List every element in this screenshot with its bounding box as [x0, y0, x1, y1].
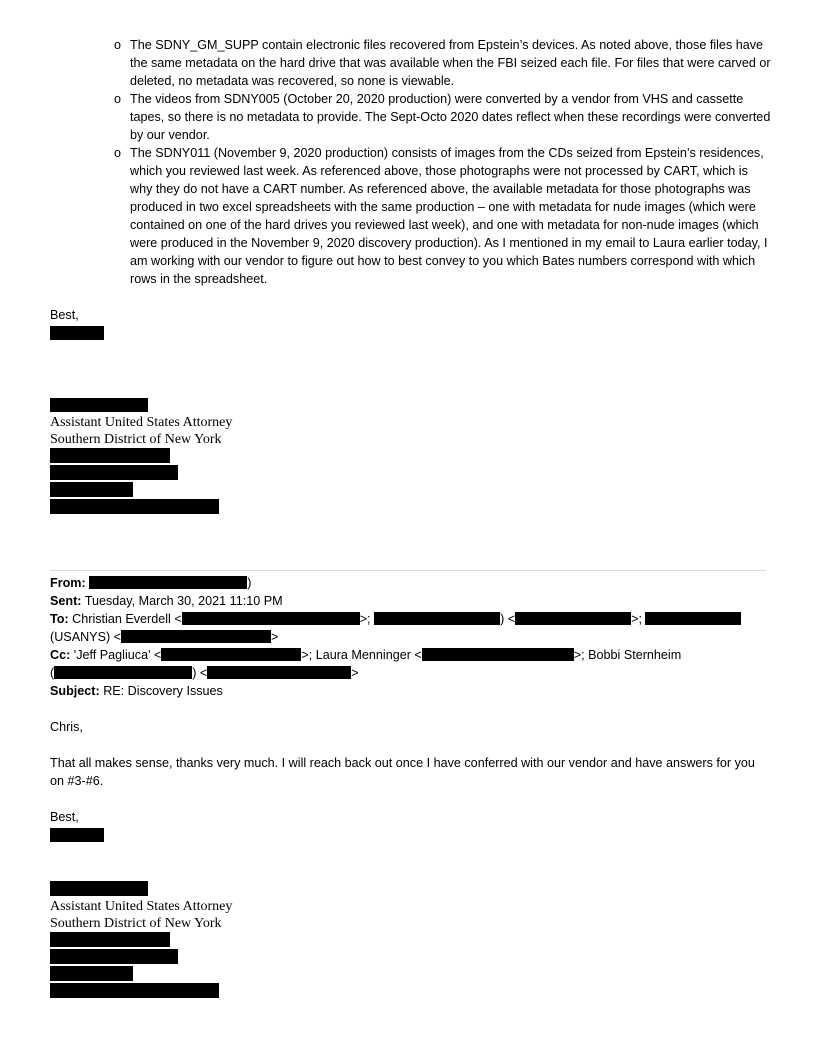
redaction-bar	[50, 966, 133, 981]
redaction-bar	[50, 326, 104, 340]
bullet-text: The videos from SDNY005 (October 20, 2020 production) were converted by a vendor from VHS and cassette tapes, so there is no metadata to provide. The Sept-Octo 2020 dates reflect when these recordings were converted by our vendor.	[130, 92, 771, 142]
subject-line	[50, 682, 223, 700]
sent-value: Tuesday, March 30, 2021 11:10 PM	[84, 594, 283, 608]
to-separator: >;	[359, 612, 375, 626]
redaction-bar	[50, 398, 148, 412]
cc-separator: (	[50, 666, 55, 680]
redaction-bar	[50, 499, 219, 514]
to-label: To:	[50, 612, 69, 626]
redaction-bar	[50, 881, 148, 896]
bullet-item	[112, 36, 772, 90]
redaction-bar	[50, 983, 219, 998]
signature-office: Southern District of New York	[50, 916, 222, 931]
redaction-bar	[422, 648, 574, 661]
bullet-list	[112, 36, 772, 288]
signature-title: Assistant United States Attorney	[50, 415, 233, 430]
redaction-bar	[50, 932, 170, 947]
redaction-bar	[161, 648, 301, 661]
sent-line	[50, 592, 283, 610]
bullet-text: The SDNY011 (November 9, 2020 production) consists of images from the CDs seized from Epstein’s residences, which you reviewed last week. As referenced above, those photographs were not processed by CART, which is why they do not have a CART number. As referenced above, the available metadata for those photographs was produced in two excel spreadsheets with the same production – one with metadata for nude images (which were contained on one of the hard drives you reviewed last week), and one with metadata for non-nude images (which were produced in the November 9, 2020 discovery production). As I mentioned in my email to Laura earlier today, I am working with our vendor to figure out how to best convey to you which Bates numbers correspond with which rows in the spreadsheet.	[130, 146, 768, 286]
redaction-bar	[50, 482, 133, 497]
cc-separator: >	[351, 666, 359, 680]
sent-label: Sent:	[50, 594, 82, 608]
bullet-item	[112, 144, 772, 288]
redaction-bar	[50, 465, 178, 480]
bullet-marker: o	[114, 38, 122, 52]
to-line-continued	[50, 628, 278, 646]
greeting: Chris,	[50, 720, 83, 734]
cc-recipient: >; Laura Menninger <	[301, 648, 422, 662]
from-tail: )	[247, 576, 252, 590]
from-line	[50, 574, 251, 592]
bullet-marker: o	[114, 92, 122, 106]
redaction-bar	[374, 612, 500, 625]
to-separator: >;	[631, 612, 646, 626]
redaction-bar	[89, 576, 247, 589]
subject-value: RE: Discovery Issues	[103, 684, 223, 698]
redaction-bar	[121, 630, 271, 643]
from-label: From:	[50, 576, 86, 590]
cc-label: Cc:	[50, 648, 71, 662]
to-separator: ) <	[500, 612, 516, 626]
redaction-bar	[54, 666, 192, 679]
redaction-bar	[645, 612, 741, 625]
cc-separator: ) <	[192, 666, 208, 680]
signature-office: Southern District of New York	[50, 432, 222, 447]
cc-recipient: 'Jeff Pagliuca' <	[73, 648, 162, 662]
bullet-text: The SDNY_GM_SUPP contain electronic files recovered from Epstein’s devices. As noted above, those files have the same metadata on the hard drive that was available when the FBI seized each file. For files that were carved or deleted, no metadata was recovered, so none is viewable.	[130, 38, 771, 88]
to-line	[50, 610, 741, 628]
subject-label: Subject:	[50, 684, 100, 698]
to-separator: >	[271, 630, 279, 644]
to-recipient: Christian Everdell <	[72, 612, 182, 626]
email-divider	[50, 570, 766, 571]
body-paragraph: That all makes sense, thanks very much. I will reach back out once I have conferred with our vendor and have answers for you on #3-#6.	[50, 756, 755, 788]
cc-line	[50, 646, 681, 664]
sign-off: Best,	[50, 810, 79, 824]
cc-recipient: >; Bobbi Sternheim	[573, 648, 682, 662]
redaction-bar	[50, 828, 104, 842]
redaction-bar	[515, 612, 631, 625]
to-org: (USANYS) <	[50, 630, 122, 644]
cc-line-continued	[50, 664, 359, 682]
redaction-bar	[182, 612, 360, 625]
redaction-bar	[50, 949, 178, 964]
bullet-marker: o	[114, 146, 122, 160]
bullet-item	[112, 90, 772, 144]
signature-title: Assistant United States Attorney	[50, 899, 233, 914]
redaction-bar	[207, 666, 351, 679]
sign-off: Best,	[50, 308, 79, 322]
redaction-bar	[50, 448, 170, 463]
